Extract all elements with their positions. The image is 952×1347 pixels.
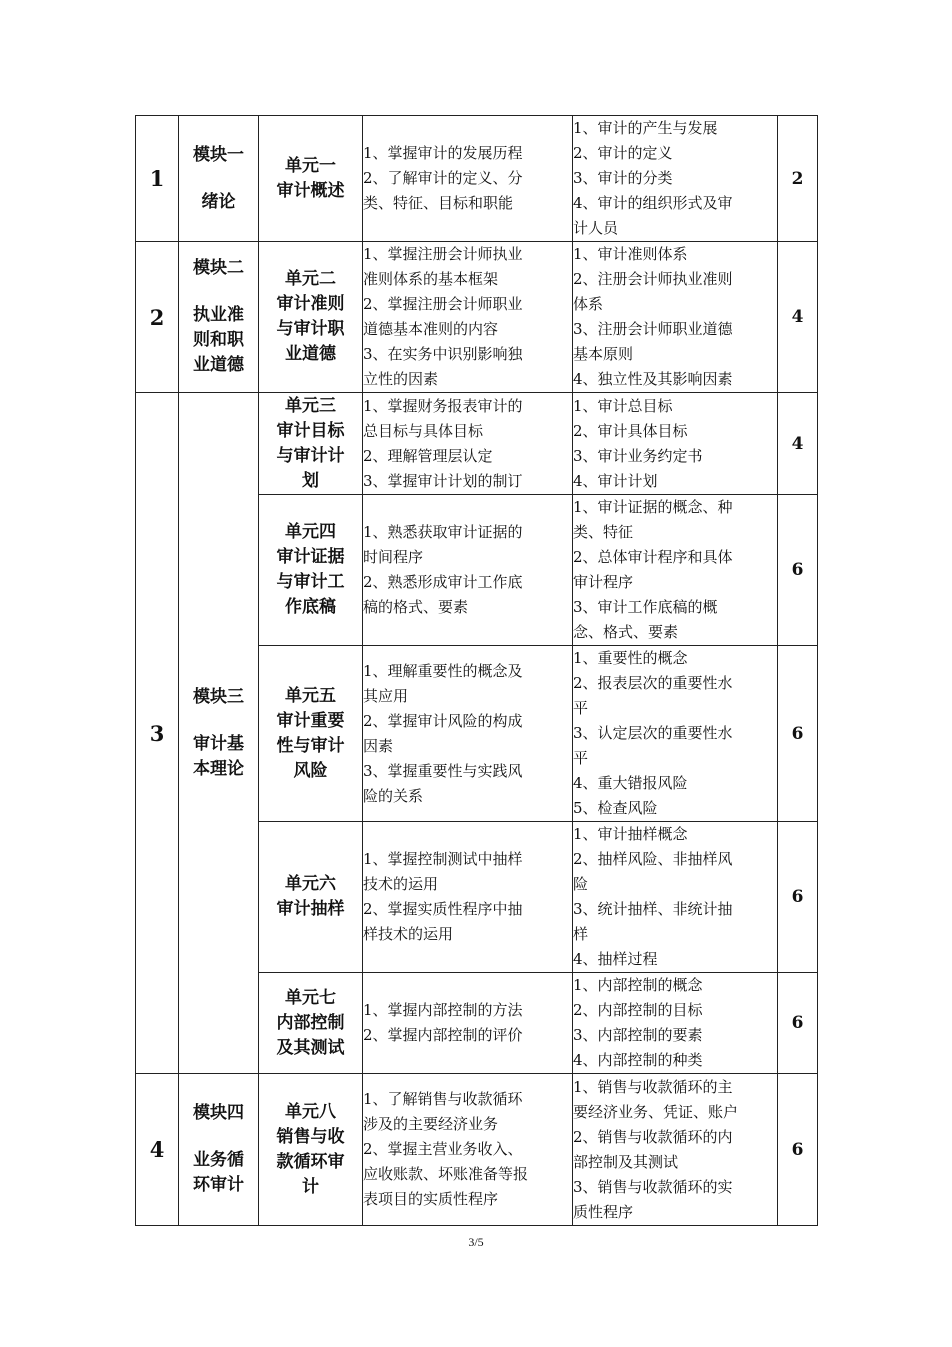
content-line: 险 [573,875,589,893]
content-line: 1、内部控制的概念 [573,976,703,994]
course-schedule-table [135,115,818,1226]
unit-line: 单元八 [285,1101,336,1122]
module-name-line: 业务循 [193,1150,244,1170]
content-line: 审计程序 [573,573,634,591]
unit-line: 审计证据 [276,547,345,567]
content-cell [573,495,778,646]
content-line: 3、销售与收款循环的实 [573,1177,733,1196]
hours-cell: 6 [778,646,818,822]
objective-line: 1、掌握财务报表审计的 [363,396,523,415]
objective-line: 类、特征、目标和职能 [363,194,514,212]
content-line: 部控制及其测试 [573,1152,679,1171]
content-line: 3、内部控制的要素 [573,1026,703,1044]
unit-cell [259,495,363,646]
objective-line: 3、掌握重要性与实践风 [363,761,523,780]
row-number: 1 [136,116,179,242]
content-line: 3、认定层次的重要性水 [573,724,733,742]
module-code: 模块一 [193,144,244,165]
content-line: 计人员 [573,219,619,237]
module-code: 模块三 [193,686,244,707]
objective-cell [363,242,573,393]
unit-cell [259,822,363,973]
content-line: 4、内部控制的种类 [573,1051,703,1069]
content-line: 3、注册会计师职业道德 [573,320,733,338]
content-line: 2、总体审计程序和具体 [573,548,733,566]
content-line: 3、审计的分类 [573,169,673,187]
hours-cell: 6 [778,822,818,973]
content-line: 2、销售与收款循环的内 [573,1127,733,1146]
objective-cell [363,495,573,646]
content-line: 念、格式、要素 [573,623,679,641]
content-line: 2、注册会计师执业准则 [573,270,733,288]
objective-line: 总目标与具体目标 [363,421,484,440]
hours-cell: 6 [778,495,818,646]
content-line: 2、审计具体目标 [573,421,688,440]
row-number: 2 [136,242,179,393]
module-cell [179,393,259,1074]
content-line: 4、审计的组织形式及审 [573,194,733,212]
objective-line: 3、在实务中识别影响独 [363,345,523,363]
content-line: 1、重要性的概念 [573,649,688,667]
objective-cell [363,116,573,242]
row-number: 3 [136,393,179,1074]
unit-line: 与审计职 [276,319,345,339]
unit-line: 审计概述 [276,180,345,201]
hours-cell: 2 [778,116,818,242]
content-line: 基本原则 [573,345,634,363]
content-cell [573,973,778,1074]
objective-line: 应收账款、坏账准备等报 [363,1165,529,1183]
objective-line: 1、了解销售与收款循环 [363,1090,523,1108]
module-name-line: 环审计 [193,1175,244,1195]
module-cell [179,116,259,242]
objective-line: 3、掌握审计计划的制订 [363,471,523,490]
content-line: 4、重大错报风险 [573,774,688,792]
unit-cell [259,646,363,822]
content-line: 平 [573,699,589,717]
unit-line: 业道德 [285,344,336,364]
unit-cell [259,1074,363,1226]
objective-line: 2、掌握审计风险的构成 [363,711,523,730]
content-line: 要经济业务、凭证、账户 [573,1102,739,1121]
content-line: 3、审计业务约定书 [573,446,703,465]
unit-line: 划 [302,470,319,491]
objective-line: 2、熟悉形成审计工作底 [363,573,523,591]
table-row [136,242,818,393]
module-cell [179,1074,259,1226]
module-code: 模块二 [193,258,244,278]
content-line: 3、统计抽样、非统计抽 [573,900,733,918]
objective-line: 样技术的运用 [363,925,454,943]
unit-line: 审计抽样 [276,899,345,919]
unit-line: 单元二 [285,269,336,289]
objective-line: 1、理解重要性的概念及 [363,661,523,680]
objective-cell [363,822,573,973]
content-line: 1、审计证据的概念、种 [573,498,733,516]
unit-line: 与审计工 [276,572,345,592]
objective-cell [363,393,573,495]
objective-line: 2、了解审计的定义、分 [363,169,523,187]
unit-line: 单元五 [285,685,336,706]
objective-line: 其应用 [363,686,409,705]
objective-line: 时间程序 [363,548,424,566]
content-line: 1、销售与收款循环的主 [573,1077,733,1096]
content-cell [573,116,778,242]
hours-cell: 4 [778,242,818,393]
content-line: 2、审计的定义 [573,144,673,162]
unit-line: 计 [302,1176,319,1197]
content-line: 平 [573,749,589,767]
content-cell [573,646,778,822]
module-cell [179,242,259,393]
page-number: 3/5 [468,1235,484,1249]
content-line: 1、审计准则体系 [573,245,688,263]
unit-line: 作底稿 [285,597,336,617]
objective-line: 2、理解管理层认定 [363,446,493,465]
unit-line: 及其测试 [276,1037,345,1058]
unit-line: 单元三 [285,395,336,416]
unit-cell [259,973,363,1074]
content-line: 3、审计工作底稿的概 [573,598,718,616]
module-name-line: 业道德 [193,355,244,375]
unit-line: 与审计计 [276,445,345,466]
objective-line: 1、熟悉获取审计证据的 [363,523,523,541]
objective-line: 稿的格式、要素 [363,598,469,616]
module-name-line: 则和职 [193,330,244,350]
objective-cell [363,1074,573,1226]
objective-line: 2、掌握内部控制的评价 [363,1026,523,1044]
hours-cell: 4 [778,393,818,495]
unit-line: 风险 [293,760,328,781]
objective-line: 1、掌握注册会计师执业 [363,245,523,263]
content-line: 1、审计总目标 [573,396,673,415]
unit-line: 性与审计 [276,735,345,756]
unit-line: 单元四 [285,522,336,542]
content-cell [573,1074,778,1226]
content-line: 2、内部控制的目标 [573,1001,703,1019]
content-line: 4、独立性及其影响因素 [573,370,733,388]
content-cell [573,822,778,973]
unit-line: 审计重要 [276,710,345,731]
unit-line: 销售与收 [276,1126,345,1147]
content-cell [573,242,778,393]
objective-line: 涉及的主要经济业务 [363,1115,499,1133]
hours-cell: 6 [778,973,818,1074]
objective-line: 道德基本准则的内容 [363,320,499,338]
objective-line: 1、掌握审计的发展历程 [363,144,523,162]
objective-line: 立性的因素 [363,370,439,388]
content-line: 体系 [573,295,604,313]
unit-cell [259,242,363,393]
content-line: 1、审计的产生与发展 [573,119,718,137]
table-row [136,1074,818,1226]
content-line: 类、特征 [573,523,634,541]
unit-cell [259,393,363,495]
content-line: 4、抽样过程 [573,950,658,968]
objective-line: 1、掌握控制测试中抽样 [363,850,523,868]
objective-line: 险的关系 [363,786,424,805]
objective-cell [363,973,573,1074]
row-number: 4 [136,1074,179,1226]
unit-line: 单元六 [285,874,336,894]
objective-line: 2、掌握注册会计师职业 [363,295,523,313]
content-cell [573,393,778,495]
module-name-line: 本理论 [193,758,244,779]
objective-line: 因素 [363,736,394,755]
objective-line: 2、掌握主营业务收入、 [363,1140,523,1158]
objective-line: 表项目的实质性程序 [363,1190,499,1208]
objective-line: 2、掌握实质性程序中抽 [363,900,523,918]
content-line: 5、检查风险 [573,799,658,817]
hours-cell: 6 [778,1074,818,1226]
unit-line: 单元一 [285,155,336,176]
module-name-line: 审计基 [193,733,244,754]
unit-line: 审计目标 [276,420,345,441]
unit-line: 款循环审 [276,1151,345,1172]
unit-line: 内部控制 [276,1012,345,1033]
content-line: 2、抽样风险、非抽样风 [573,850,733,868]
table-row [136,116,818,242]
table-row [136,393,818,495]
objective-cell [363,646,573,822]
objective-line: 技术的运用 [363,875,439,893]
unit-cell [259,116,363,242]
objective-line: 准则体系的基本框架 [363,270,499,288]
content-line: 1、审计抽样概念 [573,825,688,843]
content-line: 2、报表层次的重要性水 [573,674,733,692]
module-name-line: 绪论 [201,191,236,212]
unit-line: 审计准则 [276,294,345,314]
objective-line: 1、掌握内部控制的方法 [363,1001,523,1019]
content-line: 4、审计计划 [573,471,658,490]
module-code: 模块四 [193,1103,244,1123]
content-line: 质性程序 [573,1202,634,1221]
module-name-line: 执业准 [193,305,244,325]
content-line: 样 [573,925,589,943]
unit-line: 单元七 [285,987,336,1008]
